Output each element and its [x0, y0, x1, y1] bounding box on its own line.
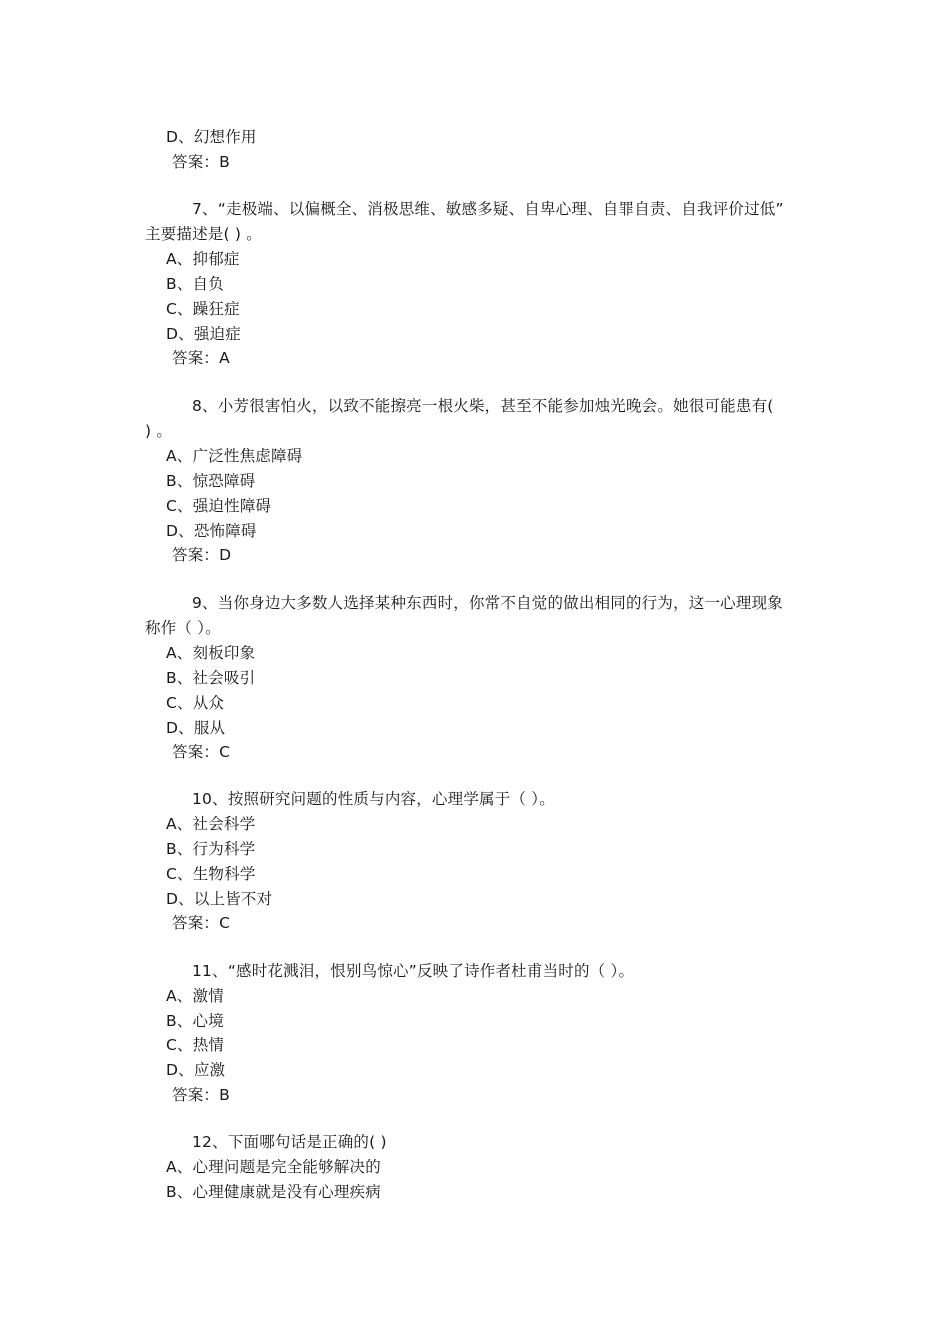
- q9-option-c: C、从众: [166, 694, 225, 712]
- q9-option-d: D、服从: [166, 719, 226, 737]
- q8-option-d: D、恐怖障碍: [166, 522, 257, 540]
- q10-answer: 答案：C: [172, 914, 231, 932]
- q8-stem-line1: 8、小芳很害怕火，以致不能擦亮一根火柴，甚至不能参加烛光晚会。她很可能患有(: [192, 397, 774, 415]
- q9-stem-line2: 称作（ ）。: [145, 619, 221, 637]
- q11-answer: 答案：B: [172, 1086, 230, 1104]
- q8-stem-line2: ) 。: [145, 422, 173, 440]
- q12-option-a: A、心理问题是完全能够解决的: [166, 1158, 381, 1176]
- q7-stem-line2: 主要描述是( ) 。: [145, 225, 262, 243]
- q11-option-b: B、心境: [166, 1012, 224, 1030]
- q7-option-d: D、强迫症: [166, 325, 241, 343]
- q6-answer: 答案：B: [172, 153, 230, 171]
- q11-option-c: C、热情: [166, 1036, 225, 1054]
- q11-option-d: D、应激: [166, 1061, 226, 1079]
- q7-option-a: A、抑郁症: [166, 250, 240, 268]
- q8-option-c: C、强迫性障碍: [166, 497, 272, 515]
- q10-option-b: B、行为科学: [166, 840, 256, 858]
- q9-answer: 答案：C: [172, 743, 231, 761]
- q8-option-b: B、惊恐障碍: [166, 472, 256, 490]
- q7-option-c: C、躁狂症: [166, 300, 240, 318]
- q8-answer: 答案：D: [172, 546, 232, 564]
- q10-option-c: C、生物科学: [166, 865, 256, 883]
- q11-option-a: A、激情: [166, 987, 224, 1005]
- q11-stem-line1: 11、“感时花溅泪，恨别鸟惊心”反映了诗作者杜甫当时的（ ）。: [192, 962, 635, 980]
- q8-option-a: A、广泛性焦虑障碍: [166, 447, 303, 465]
- q6-option-d: D、幻想作用: [166, 128, 257, 146]
- q10-option-d: D、以上皆不对: [166, 890, 273, 908]
- q9-stem-line1: 9、当你身边大多数人选择某种东西时，你常不自觉的做出相同的行为，这一心理现象: [192, 594, 783, 612]
- q9-option-a: A、刻板印象: [166, 644, 256, 662]
- q12-option-b: B、心理健康就是没有心理疾病: [166, 1183, 381, 1201]
- q7-stem-line1: 7、“走极端、以偏概全、消极思维、敏感多疑、自卑心理、自罪自责、自我评价过低”: [192, 200, 784, 218]
- q10-stem-line1: 10、按照研究问题的性质与内容，心理学属于（ ）。: [192, 790, 555, 808]
- q7-option-b: B、自负: [166, 275, 224, 293]
- q12-stem-line1: 12、下面哪句话是正确的( ): [192, 1133, 387, 1151]
- q9-option-b: B、社会吸引: [166, 669, 256, 687]
- q7-answer: 答案：A: [172, 349, 230, 367]
- q10-option-a: A、社会科学: [166, 815, 256, 833]
